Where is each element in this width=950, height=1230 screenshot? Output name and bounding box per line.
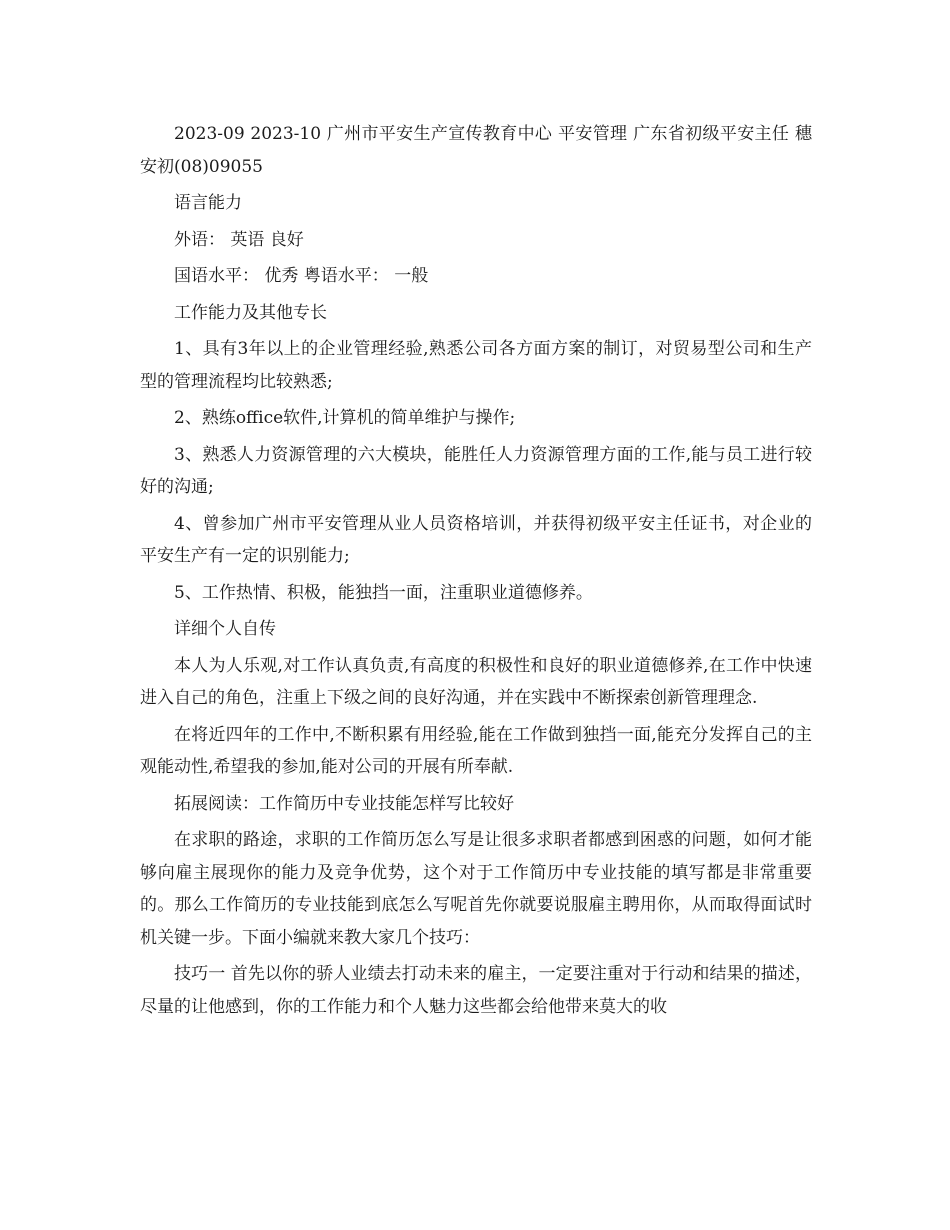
- section-heading-autobiography: 详细个人自传: [174, 619, 276, 639]
- skill-item-4: 4、曾参加广州市平安管理从业人员资格培训，并获得初级平安主任证书，对企业的平安生产有一定的识别能力;: [140, 513, 812, 566]
- dialect-level-line: 国语水平： 优秀 粤语水平： 一般: [174, 266, 429, 286]
- section-heading-skills: 工作能力及其他专长: [174, 302, 327, 323]
- extended-reading-paragraph-1: 在求职的路途，求职的工作简历怎么写是让很多求职者都感到困惑的问题，如何才能够向雇主展现你的能力及竞争优势，这个对于工作简历中专业技能的填写都是非常重要的。那么工作简历的专业技能到底怎么写呢首先你就要说服雇主聘用你，从而取得面试时机关键一步。下面小编就来教大家几个技巧：: [140, 830, 812, 948]
- section-heading-extended-reading: 拓展阅读：工作简历中专业技能怎样写比较好: [174, 793, 514, 814]
- extended-reading-paragraph-2: 技巧一 首先以你的骄人业绩去打动未来的雇主，一定要注重对于行动和结果的描述，尽量的让他感到，你的工作能力和个人魅力这些都会给他带来莫大的收: [140, 964, 812, 1017]
- skill-item-1: 1、具有3年以上的企业管理经验,熟悉公司各方面方案的制订，对贸易型公司和生产型的管理流程均比较熟悉;: [140, 339, 812, 392]
- skill-item-2: 2、熟练office软件,计算机的简单维护与操作;: [174, 408, 516, 428]
- autobiography-paragraph-1: 本人为人乐观,对工作认真负责,有高度的积极性和良好的职业道德修养,在工作中快速进入自己的角色，注重上下级之间的良好沟通，并在实践中不断探索创新管理理念.: [140, 655, 812, 708]
- foreign-language-line: 外语： 英语 良好: [174, 229, 304, 250]
- skill-item-5: 5、工作热情、积极，能独挡一面，注重职业道德修养。: [174, 582, 593, 603]
- document-body: [140, 118, 812, 1027]
- work-history-entry: 2023-09 2023-10 广州市平安生产宣传教育中心 平安管理 广东省初级平安主任 穗安初(08)09055: [140, 124, 812, 177]
- skill-item-3: 3、熟悉人力资源管理的六大模块，能胜任人力资源管理方面的工作,能与员工进行较好的沟通;: [140, 444, 812, 497]
- autobiography-paragraph-2: 在将近四年的工作中,不断积累有用经验,能在工作做到独挡一面,能充分发挥自己的主观能动性,希望我的参加,能对公司的开展有所奉献.: [140, 724, 812, 777]
- section-heading-language: 语言能力: [174, 193, 242, 213]
